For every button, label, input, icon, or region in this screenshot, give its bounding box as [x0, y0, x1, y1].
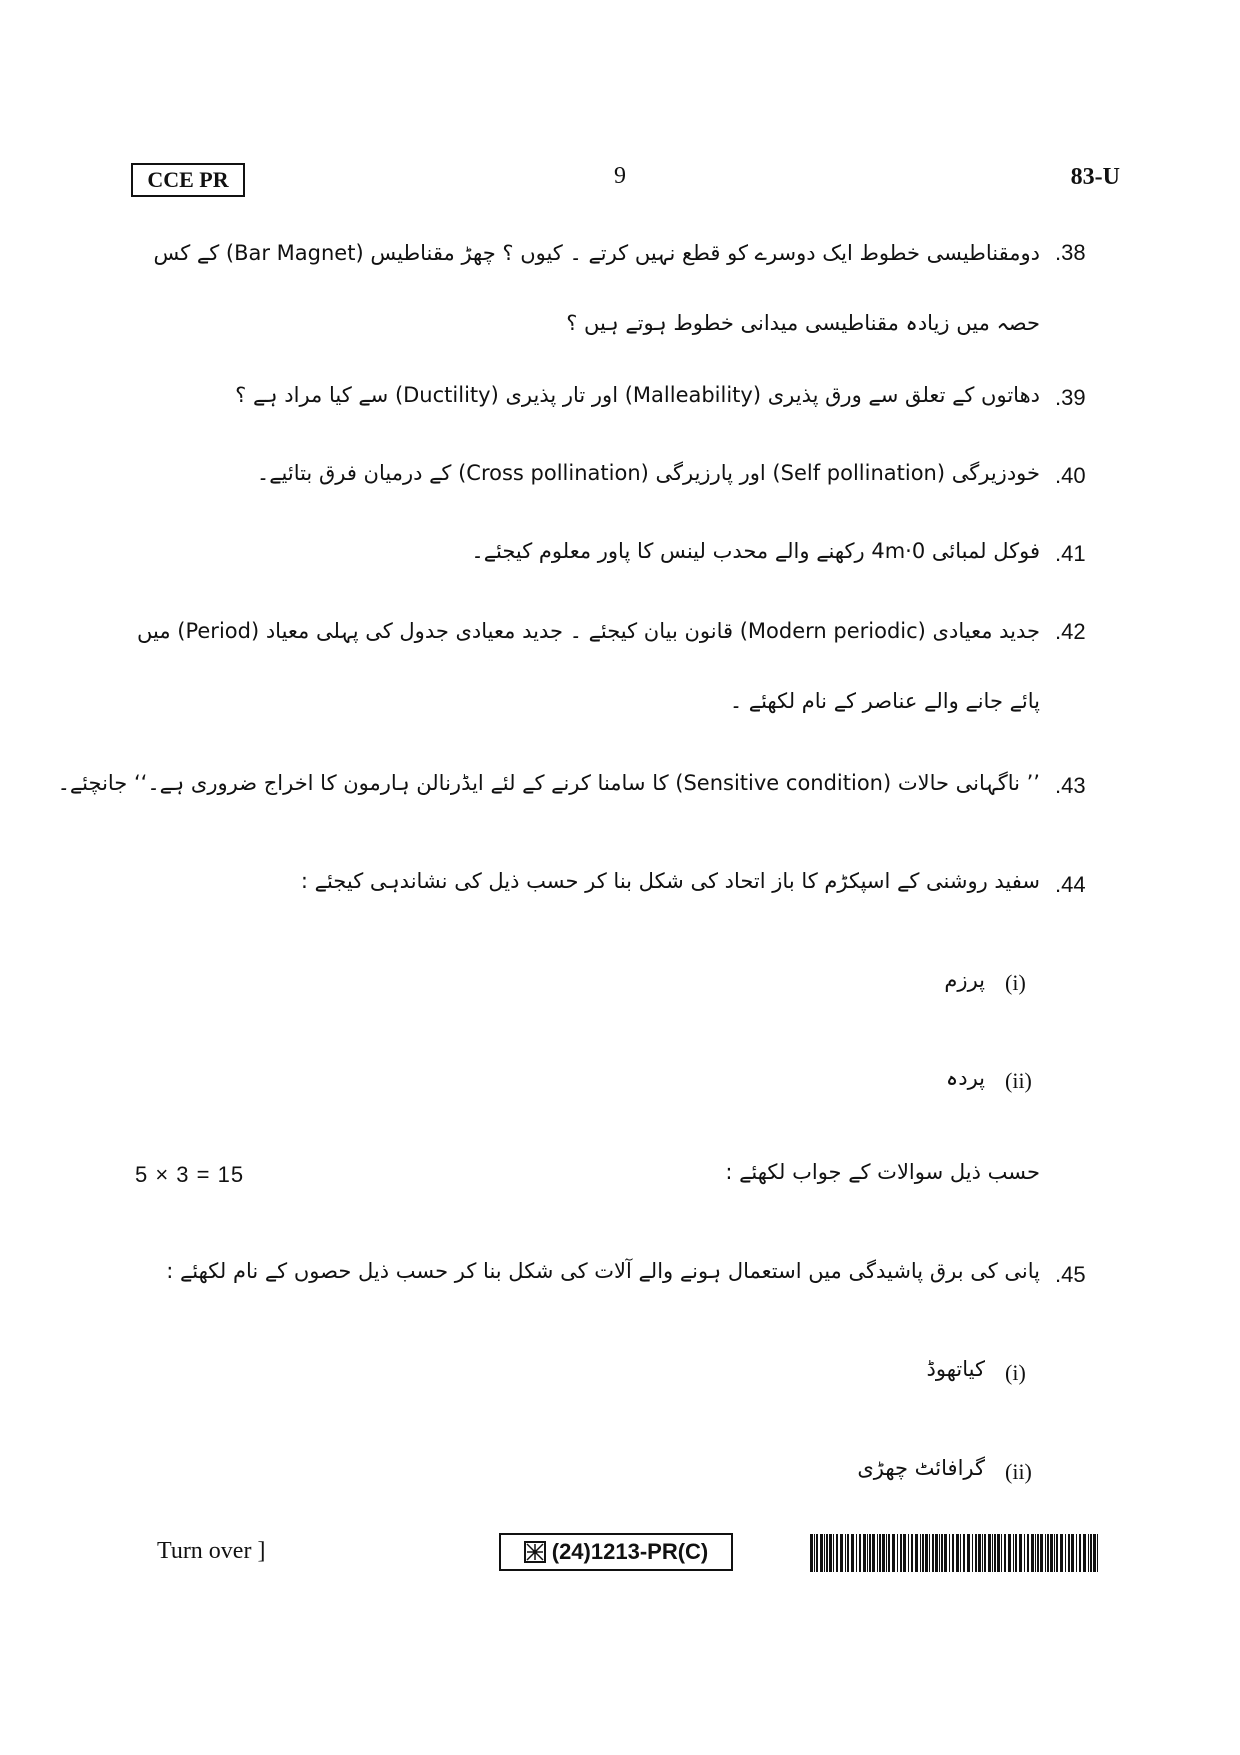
question-39-number: .39	[1055, 385, 1086, 410]
cross-mark-icon	[524, 1541, 546, 1563]
q45-part-ii-text: گرافائٹ چھڑی	[857, 1456, 985, 1480]
q44-part-i-number: (i)	[1005, 970, 1026, 995]
question-44-number: .44	[1055, 872, 1086, 897]
q44-part-i-text: پرزم	[944, 968, 985, 992]
section-marks: 5 × 3 = 15	[135, 1162, 245, 1187]
q45-part-i-number: (i)	[1005, 1360, 1026, 1385]
question-41-text: فوکل لمبائی 0·4m رکھنے والے محدب لینس کا پاور معلوم کیجئے۔	[471, 539, 1040, 563]
question-42-text: جدید معیادی (Modern periodic) قانون بیان کیجئے ۔ جدید معیادی جدول کی پہلی معیاد (Period) میں پائے جانے والے عناصر کے نام لکھئے ۔	[137, 619, 1040, 713]
question-39-text: دھاتوں کے تعلق سے ورق پذیری (Malleability) اور تار پذیری (Ductility) سے کیا مراد ہے ؟	[235, 383, 1040, 407]
footer-code-box	[499, 1533, 733, 1571]
question-38-number: .38	[1055, 240, 1086, 265]
question-38-text: دومقناطیسی خطوط ایک دوسرے کو قطع نہیں کرتے ۔ کیوں ؟ چھڑ مقناطیس (Bar Magnet) کے کس حصہ میں زیادہ مقناطیسی میدانی خطوط ہوتے ہیں ؟	[153, 241, 1040, 335]
subject-code-box: CCE PR	[131, 163, 245, 197]
question-41-number: .41	[1055, 541, 1086, 566]
footer-code-text: (24)1213-PR(C)	[551, 1539, 709, 1564]
barcode-icon	[810, 1534, 1100, 1572]
paper-code: 83-U	[1070, 164, 1120, 190]
question-43-text: ’’ ناگہانی حالات (Sensitive condition) کا سامنا کرنے کے لئے ایڈرنالن ہارمون کا اخراج ضروری ہے۔‘‘ جانچئے۔	[57, 771, 1040, 795]
question-45-number: .45	[1055, 1262, 1086, 1287]
q45-part-i-text: کیاتھوڈ	[926, 1357, 985, 1381]
question-42-number: .42	[1055, 619, 1086, 644]
q44-part-ii-text: پردہ	[945, 1066, 985, 1090]
question-40-number: .40	[1055, 463, 1086, 488]
page-number: 9	[614, 163, 626, 189]
question-40-text: خودزیرگی (Self pollination) اور پارزیرگی (Cross pollination) کے درمیان فرق بتائیے۔	[256, 461, 1040, 485]
q45-part-ii-number: (ii)	[1005, 1459, 1032, 1484]
question-43-number: .43	[1055, 773, 1086, 798]
q44-part-ii-number: (ii)	[1005, 1068, 1032, 1093]
section-instruction: حسب ذیل سوالات کے جواب لکھئے :	[725, 1160, 1040, 1184]
question-44-text: سفید روشنی کے اسپکڑم کا باز اتحاد کی شکل بنا کر حسب ذیل کی نشاندہی کیجئے :	[300, 869, 1040, 893]
question-45-text: پانی کی برق پاشیدگی میں استعمال ہونے والے آلات کی شکل بنا کر حسب ذیل حصوں کے نام لکھئے :	[166, 1259, 1040, 1283]
turn-over-note: Turn over ]	[157, 1538, 266, 1564]
